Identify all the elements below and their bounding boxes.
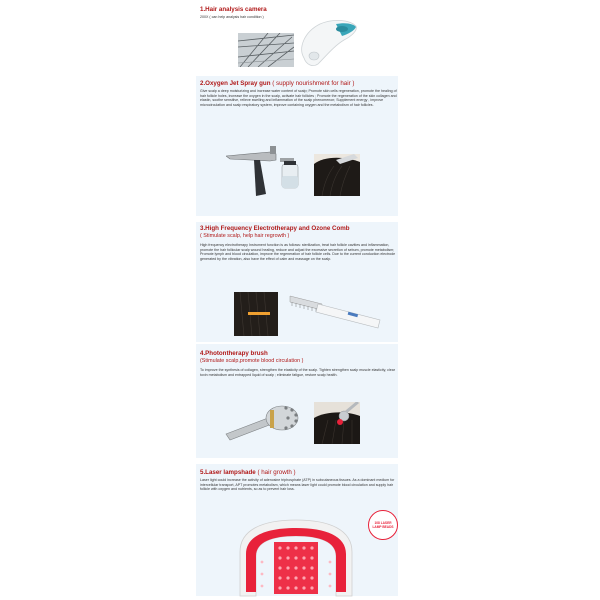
section-description: To improve the synthesis of collagen, strengthen the elasticity of the scalp. Tighten strengthen scalp muscle elasticity, clear toxin metabolism and entrapped liquid of scalp ; eliminate fatigue, restore scalp health. [200, 368, 395, 377]
spray-treatment-image [314, 154, 360, 196]
section-description: Laser light could increase the activity of adenosine triphosphate (ATP) in subcutaneous tissues. As a dominant medium for intercellular transport, APT promotes metabolism, which means laser light could promote blood circulation and supply hair follicle with oxygen and nutrients, so as to prevent hair loss. [200, 478, 395, 492]
laser-lamp-beads-badge [368, 510, 398, 540]
section-title: 5.Laser lampshade [200, 469, 256, 476]
section-photontherapy [200, 350, 398, 377]
scalp-closeup-image [238, 33, 294, 67]
section-oxygen-spray [200, 80, 398, 107]
section-description: Give scalp a deep moisturizing and increase water content of scalp; Promote skin cells regeneration, promote the healing of hair follicle holes, increase the oxygen in the scalp, activate hair follicles ; Promote the regeneration of the skin collagen and elastin, soothe sensitive, relieve swelling and inflammation of the scalp phenomenon; Supplement energy , improve microcirculation and scalp respiratory system, improve containing oxygen and the metabolism of hair follicles. [200, 89, 397, 107]
section-high-frequency [200, 225, 398, 261]
section-title: 2.Oxygen Jet Spray gun [200, 80, 271, 87]
section-laser-lampshade [200, 469, 398, 492]
spray-gun-image [226, 142, 310, 202]
section-description: 200X ( can help analysis hair condition ) [200, 15, 264, 19]
section-subtitle: ( hair growth ) [257, 469, 296, 476]
section-subtitle: ( supply nourishment for hair ) [272, 80, 355, 87]
laser-lampshade-image [234, 512, 358, 598]
section-title: 4.Photontherapy brush [200, 350, 268, 357]
section-title: 3.High Frequency Electrotherapy and Ozone Comb [200, 225, 350, 232]
hair-camera-device-image [296, 12, 360, 70]
photon-brush-image [224, 400, 306, 444]
hf-treatment-image [234, 292, 278, 336]
badge-text: 108 LASER LAMP BEADS [372, 521, 394, 529]
section-description: High frequency electrotherapy Instrument function is as follows: sterilization, treat hair follicle cavities and inflammation, promote the hair follicular scalp wound healing, reduce and adjust the excessive secretion of sebum, promote metabolism; Promote lymph and blood circulation, improve the regeneration of hair follicle cells. Due to the current conduction electrode generated by the vibration, also have the effect of calm and massage on the scalp. [200, 243, 396, 261]
ozone-comb-image [288, 290, 388, 334]
photon-treatment-image [314, 402, 360, 444]
section-subtitle: (Stimulate scalp,promote blood circulation ) [200, 358, 304, 364]
section-subtitle: ( Stimulate scalp, help hair regrowth ) [200, 233, 290, 239]
section-title: 1.Hair analysis camera [200, 6, 267, 13]
